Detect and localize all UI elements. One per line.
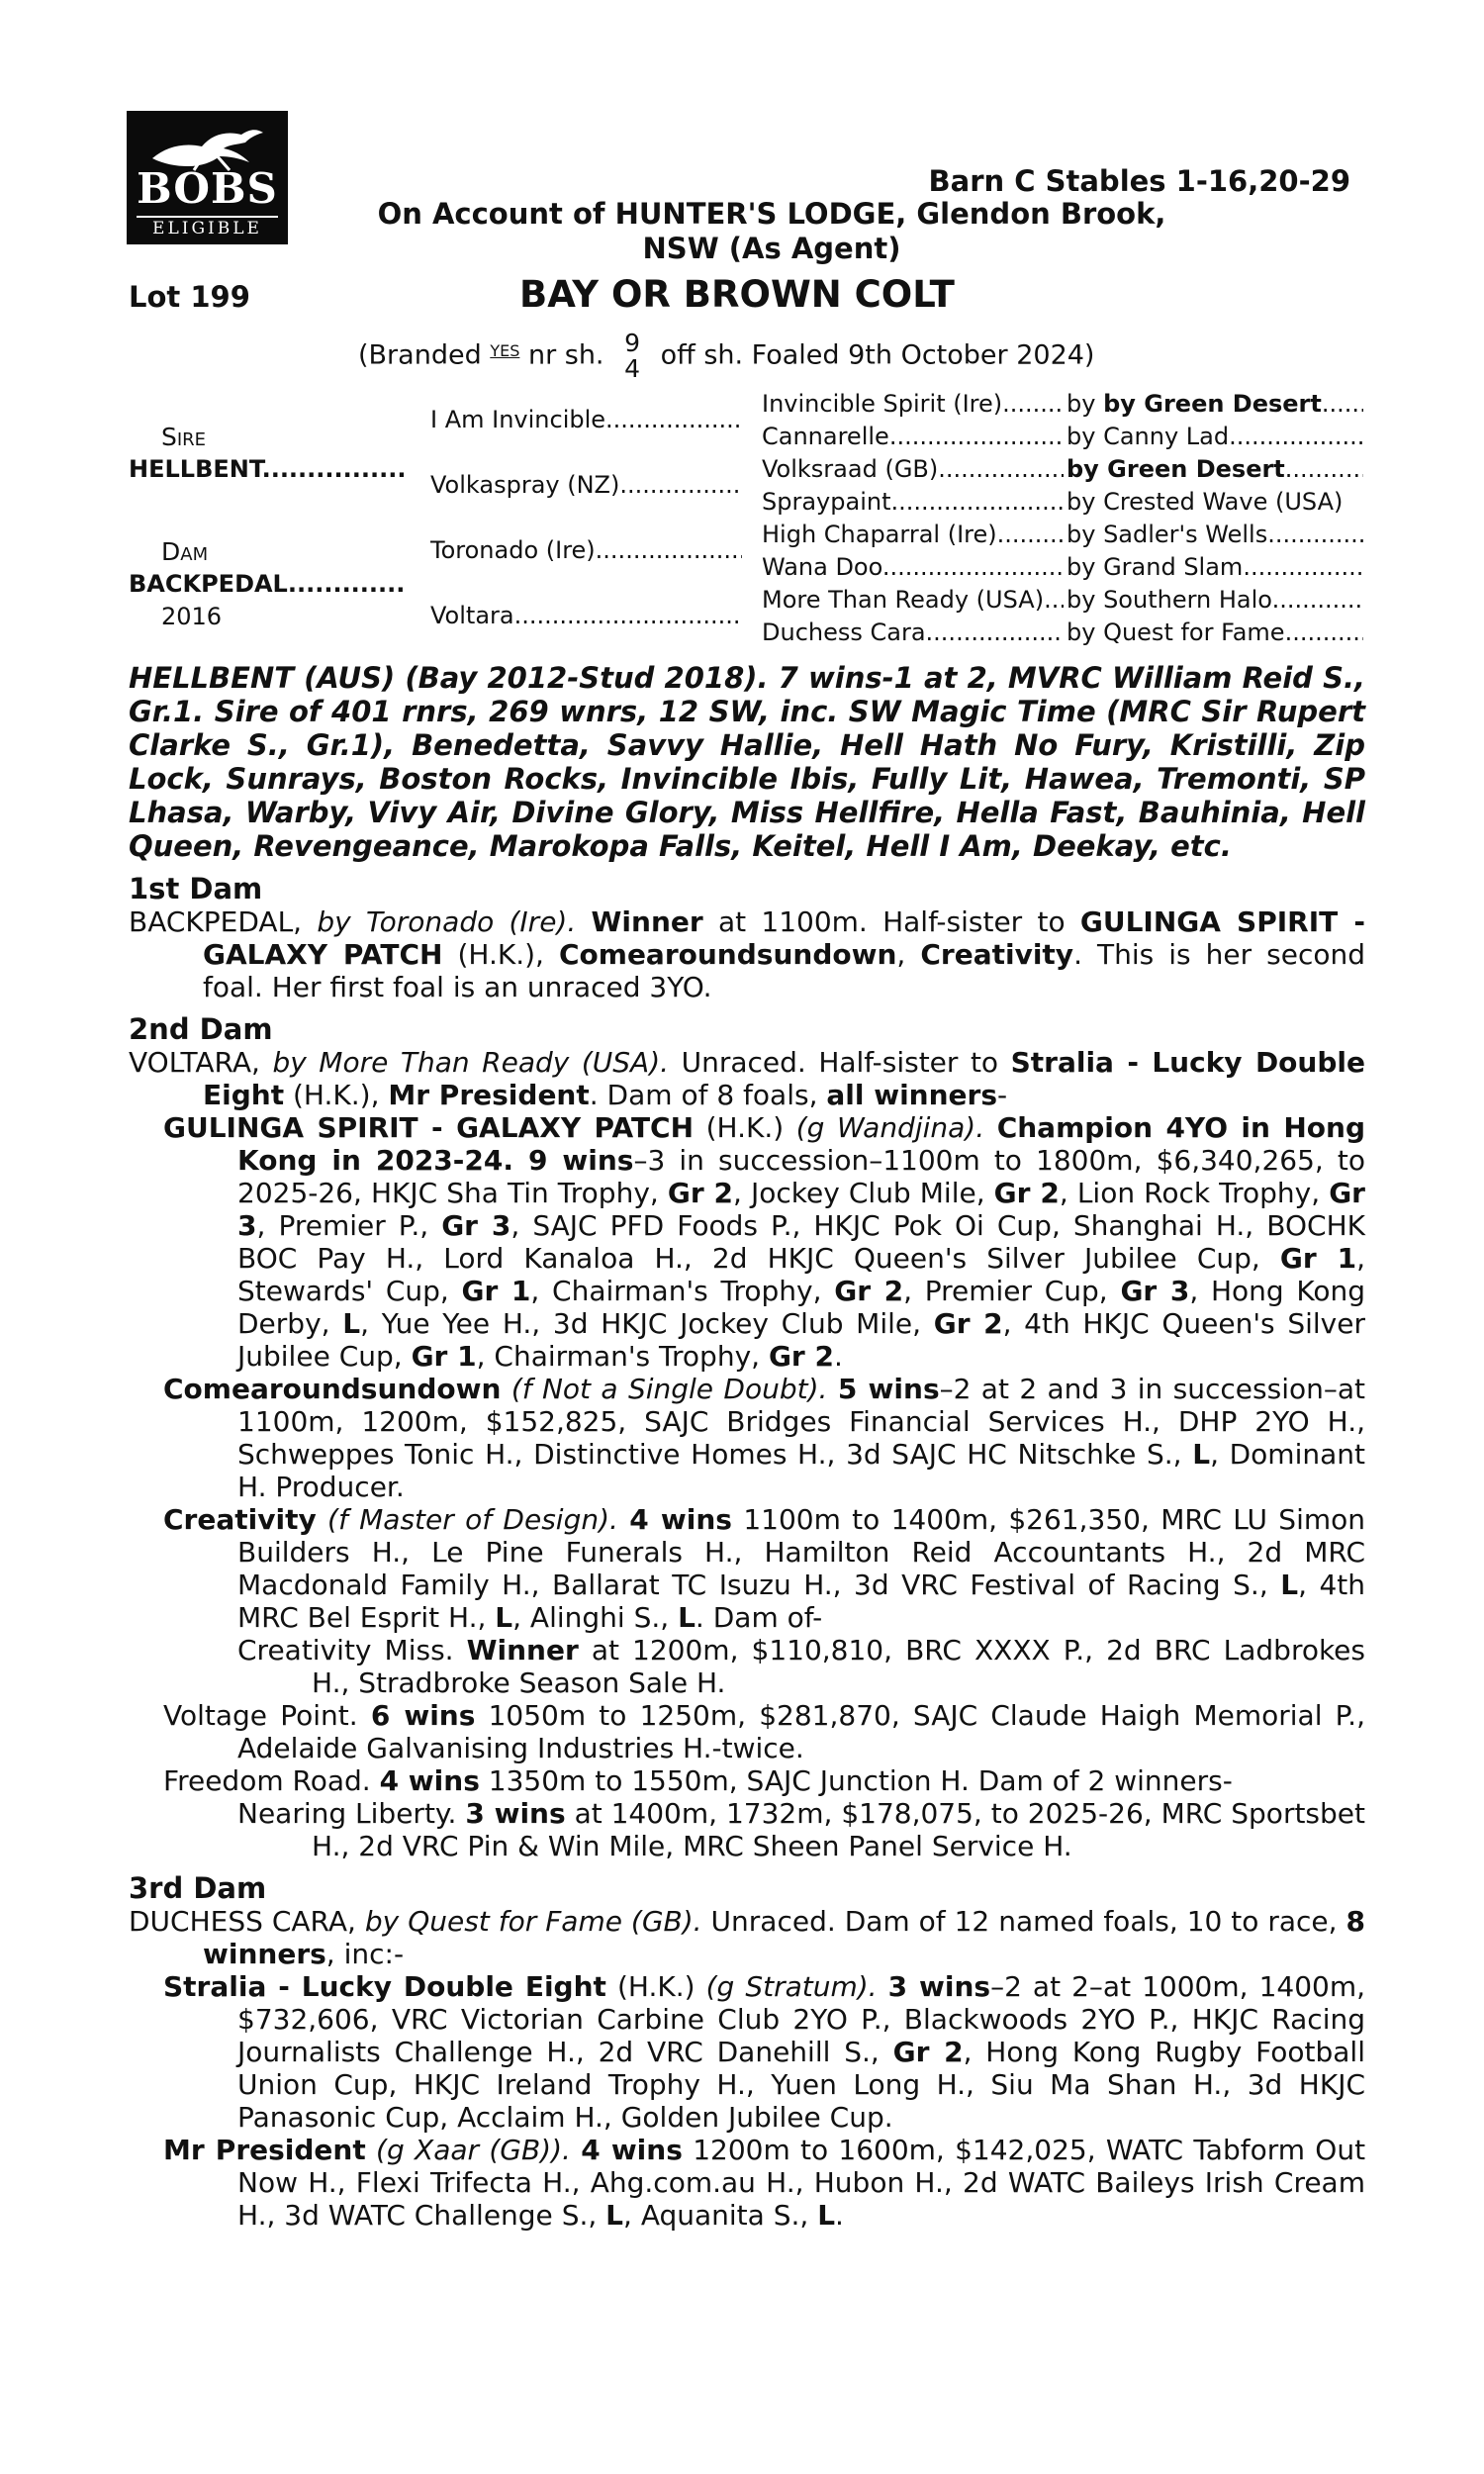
vendor-account <box>336 197 1207 266</box>
ped-g3-3-text: Volksraad (GB) <box>762 455 939 483</box>
progeny-wins: 4 wins <box>581 2134 683 2166</box>
second-dam-all-winners: all winners <box>826 1079 998 1111</box>
race-text: 1100m to 1400m, $261,350, MRC LU Simon Builders H., Le Pine Funerals H., Hamilton Reid Accountants H., 2d MRC Macdonald Family H., Ballarat TC Isuzu H., 3d VRC Festival of Racing S., <box>237 1503 1366 1601</box>
race-text: , Yue Yee H., 3d HKJC Jockey Club Mile, <box>360 1307 922 1340</box>
race-grade: Gr 2 <box>834 1275 904 1307</box>
first-dam-relative-3: Creativity <box>920 938 1074 971</box>
ped-g3-1-text: Invincible Spirit (Ire) <box>762 390 1003 418</box>
ped-g4-8 <box>1067 618 1363 646</box>
race-text: , Lion Rock Trophy, <box>1059 1177 1321 1209</box>
progeny-wins: . 9 wins <box>503 1144 634 1177</box>
progeny-country: (H.K.) <box>705 1111 785 1144</box>
progeny-wins: 6 wins <box>370 1699 476 1732</box>
ped-g4-6 <box>1067 553 1363 581</box>
first-dam-text-4: . This is her second foal. Her first foal is an unraced 3YO. <box>203 938 1365 1003</box>
progeny-creativity-miss <box>129 1634 1365 1699</box>
first-dam-sire: by Toronado (Ire). <box>317 905 577 938</box>
race-text: . Dam of- <box>695 1601 823 1634</box>
account-line-2: NSW (As Agent) <box>642 232 901 265</box>
first-dam-heading: 1st Dam <box>129 872 263 905</box>
brand-details <box>358 331 1094 382</box>
logo-subtitle: ELIGIBLE <box>137 216 278 238</box>
brand-yes: YES <box>490 340 520 360</box>
second-dam-text-4: - <box>997 1079 1008 1111</box>
progeny-name: Freedom Road. <box>163 1764 371 1797</box>
first-dam-name: BACKPEDAL, <box>129 905 303 938</box>
race-grade: Gr 3 <box>1120 1275 1190 1307</box>
third-dam-name: DUCHESS CARA, <box>129 1905 356 1938</box>
second-dam-text-3: . Dam of 8 foals, <box>589 1079 818 1111</box>
progeny-title: Champion 4YO in Hong Kong in 2023-24 <box>237 1111 1365 1177</box>
race-grade: Gr 3 <box>441 1209 511 1242</box>
brand-fraction <box>624 331 640 382</box>
ped-g4-1: by by Green Desert ..... <box>1067 390 1363 418</box>
ped-g2-2 <box>430 471 742 499</box>
ped-g3-4-text: Spraypaint <box>762 488 891 516</box>
progeny-name: Nearing Liberty. <box>237 1797 457 1830</box>
race-text: , SAJC PFD Foods P., HKJC Pok Oi Cup, Shanghai H., BOCHK BOC Pay H., Lord Kanaloa H., 2d HKJC Queen's Silver Jubilee Cup, <box>237 1209 1365 1275</box>
progeny-wins: 4 wins <box>629 1503 732 1536</box>
race-text: 1050m to 1250m, $281,870, SAJC Claude Haigh Memorial P., Adelaide Galvanising Industries H.-twice. <box>237 1699 1365 1764</box>
progeny-creativity <box>129 1503 1365 1634</box>
ped-g2-3-text: Toronado (Ire) <box>430 536 596 564</box>
first-dam-relative-1: GULINGA SPIRIT - GALAXY PATCH <box>203 905 1365 971</box>
second-dam-entry <box>129 1046 1365 1111</box>
branded-prefix: (Branded <box>358 339 482 371</box>
account-line-1: On Account of HUNTER'S LODGE, Glendon Brook, <box>377 197 1166 231</box>
barn-location: Barn C Stables 1-16,20-29 <box>928 164 1350 198</box>
ped-g4-5 <box>1067 521 1363 548</box>
dam-year: 2016 <box>161 603 223 630</box>
ped-g4-8-text: by Quest for Fame <box>1067 618 1285 646</box>
progeny-freedom-road <box>129 1764 1365 1797</box>
race-text: at 1200m, $110,810, BRC XXXX P., 2d BRC Ladbrokes H., Stradbroke Season Sale H. <box>312 1634 1366 1699</box>
brand-fraction-top: 9 <box>624 329 641 357</box>
first-dam-result: Winner <box>591 905 703 938</box>
race-text: at 1400m, 1732m, $178,075, to 2025-26, MRC Sportsbet H., 2d VRC Pin & Win Mile, MRC Sheen Panel Service H. <box>312 1797 1365 1862</box>
lot-number: Lot 199 <box>129 280 250 314</box>
first-dam-text-2: (H.K.), <box>457 938 544 971</box>
third-dam-sire: by Quest for Fame (GB). <box>364 1905 702 1938</box>
ped-g3-8-text: Duchess Cara <box>762 618 926 646</box>
ped-g2-2-text: Volkaspray (NZ) <box>430 471 620 499</box>
ped-g3-5-text: High Chaparral (Ire) <box>762 521 997 548</box>
race-grade: L <box>1192 1438 1211 1471</box>
dam-name-text: BACKPEDAL <box>129 570 288 598</box>
race-grade: Gr 1 <box>411 1340 477 1373</box>
ped-g3-3 <box>762 455 1064 483</box>
ped-g2-4-text: Voltara <box>430 602 514 629</box>
race-grade: L <box>342 1307 361 1340</box>
ped-g3-6-text: Wana Doo <box>762 553 882 581</box>
race-text: 1200m to 1600m, $142,025, WATC Tabform Out Now H., Flexi Trifecta H., Ahg.com.au H., Hubon H., 2d WATC Baileys Irish Cream H., 3d WATC Challenge S., <box>237 2134 1366 2232</box>
brand-near-shoulder: nr sh. <box>527 339 604 371</box>
race-grade: Gr 2 <box>933 1307 1003 1340</box>
race-grade: Gr 2 <box>993 1177 1060 1209</box>
ped-g4-2 <box>1067 423 1363 450</box>
ped-g4-1-text: by Green Desert <box>1103 390 1322 418</box>
ped-g3-8 <box>762 618 1064 646</box>
ped-g4-5-text: by Sadler's Wells <box>1067 521 1268 548</box>
ped-g3-1 <box>762 390 1064 418</box>
third-dam-heading: 3rd Dam <box>129 1871 267 1905</box>
progeny-country: (H.K.) <box>616 1970 696 2003</box>
logo-brand: BOBS <box>137 164 278 213</box>
progeny-wins: 3 wins <box>887 1970 991 2003</box>
race-text: , Premier Cup, <box>903 1275 1108 1307</box>
progeny-name: Comearoundsundown <box>163 1373 502 1405</box>
bobs-eligible-logo <box>127 111 288 244</box>
ped-g4-7-text: by Southern Halo <box>1067 586 1272 614</box>
race-grade: Gr 2 <box>667 1177 734 1209</box>
race-grade: Gr 2 <box>768 1340 834 1373</box>
race-text: , Jockey Club Mile, <box>733 1177 985 1209</box>
progeny-sire: (f Master of Design). <box>327 1503 618 1536</box>
progeny-comearoundsundown <box>129 1373 1365 1503</box>
race-grade: L <box>817 2199 836 2232</box>
ped-g3-4 <box>762 488 1064 516</box>
sire-name-text: HELLBENT <box>129 455 262 483</box>
second-dam-sire: by More Than Ready (USA). <box>272 1046 670 1079</box>
first-dam-entry <box>129 905 1365 1003</box>
race-text: . <box>835 2199 844 2232</box>
progeny-sire: (f Not a Single Doubt). <box>510 1373 828 1405</box>
progeny-stralia <box>129 1970 1365 2134</box>
progeny-sire: (g Xaar (GB)). <box>376 2134 571 2166</box>
progeny-wins: 3 wins <box>465 1797 566 1830</box>
race-text: 1350m to 1550m, SAJC Junction H. Dam of 2 winners- <box>488 1764 1233 1797</box>
catalogue-body <box>129 661 1365 2232</box>
second-dam-heading: 2nd Dam <box>129 1012 273 1046</box>
ped-g2-4 <box>430 602 742 629</box>
dam-label: Dam <box>161 537 209 566</box>
progeny-wins: 5 wins <box>837 1373 940 1405</box>
progeny-name: Stralia - Lucky Double Eight <box>163 1970 606 2003</box>
race-text: –2 at 2 and 3 in succession–at 1100m, 1200m, $152,825, SAJC Bridges Financial Services H., DHP 2YO H., Schweppes Tonic H., Distinctive Homes H., 3d SAJC HC Nitschke S., <box>237 1373 1366 1471</box>
progeny-gulinga-spirit <box>129 1111 1365 1373</box>
ped-g4-3 <box>1067 455 1363 483</box>
race-grade: Gr 3 <box>237 1177 1365 1242</box>
ped-g3-7 <box>762 586 1064 614</box>
sire-summary: HELLBENT (AUS) (Bay 2012-Stud 2018). 7 wins-1 at 2, MVRC William Reid S., Gr.1. Sire of 401 rnrs, 269 wnrs, 12 SW, inc. SW Magic Time (MRC Sir Rupert Clarke S., Gr.1), Benedetta, Savvy Hallie, Hell Hath No Fury, Kristilli, Zip Lock, Sunrays, Boston Rocks, Invincible Ibis, Fully Lit, Hawea, Tremonti, SP Lhasa, Warby, Vivy Air, Divine Glory, Miss Hellfire, Hella Fast, Bauhinia, Hell Queen, Revengeance, Marokopa Falls, Keitel, Hell I Am, Deekay, etc. <box>129 661 1365 863</box>
third-dam-text-1: Unraced. Dam of 12 named foals, 10 to race, <box>710 1905 1338 1938</box>
race-text: , Chairman's Trophy, <box>530 1275 822 1307</box>
ped-g2-1-text: I Am Invincible <box>430 406 606 433</box>
ped-g4-6-text: by Grand Slam <box>1067 553 1244 581</box>
race-text: , Aquanita S., <box>623 2199 809 2232</box>
race-grade: L <box>605 2199 624 2232</box>
ped-g3-7-text: More Than Ready (USA) <box>762 586 1045 614</box>
race-grade: Gr 1 <box>1279 1242 1357 1275</box>
second-dam-relative-2: Mr President <box>388 1079 590 1111</box>
race-text: –2 at 2–at 1000m, 1400m, $732,606, VRC Victorian Carbine Club 2YO P., Blackwoods 2YO P., HKJC Racing Journalists Challenge H., 2d VRC Danehill S., <box>237 1970 1366 2068</box>
progeny-name: Mr President <box>163 2134 366 2166</box>
ped-g4-7 <box>1067 586 1363 614</box>
third-dam-winners: 8 winners <box>203 1905 1365 1970</box>
second-dam-name: VOLTARA, <box>129 1046 260 1079</box>
ped-g3-2 <box>762 423 1064 450</box>
progeny-mr-president <box>129 2134 1365 2232</box>
branded-suffix: off sh. Foaled 9th October 2024) <box>660 339 1095 371</box>
race-text: , Hong Kong Derby, <box>237 1275 1365 1340</box>
race-text: . <box>833 1340 843 1373</box>
race-text: –3 in succession–1100m to 1800m, $6,340,265, to 2025-26, HKJC Sha Tin Trophy, <box>237 1144 1366 1209</box>
sire-label: Sire <box>161 423 207 451</box>
progeny-wins: 4 wins <box>379 1764 480 1797</box>
lot-title: BAY OR BROWN COLT <box>519 273 955 316</box>
third-dam-text-2: , inc:- <box>325 1938 405 1970</box>
ped-g3-6 <box>762 553 1064 581</box>
race-text: , 4th MRC Bel Esprit H., <box>237 1569 1366 1634</box>
progeny-name: Creativity <box>163 1503 317 1536</box>
ped-g4-4 <box>1067 488 1363 516</box>
progeny-name: Voltage Point. <box>163 1699 358 1732</box>
progeny-name: Creativity Miss. <box>237 1634 454 1666</box>
progeny-sire: (g Wandjina). <box>795 1111 985 1144</box>
progeny-nearing-liberty <box>129 1797 1365 1862</box>
race-grade: L <box>1280 1569 1299 1601</box>
third-dam-entry <box>129 1905 1365 1970</box>
progeny-voltage-point <box>129 1699 1365 1764</box>
race-text: , Chairman's Trophy, <box>476 1340 761 1373</box>
second-dam-relative-1: Stralia - Lucky Double Eight <box>203 1046 1365 1111</box>
dam-name <box>129 570 406 598</box>
first-dam-text-3: , <box>896 938 906 971</box>
ped-g2-1 <box>430 406 742 433</box>
progeny-wins: Winner <box>466 1634 579 1666</box>
race-grade: L <box>495 1601 513 1634</box>
race-text: , Hong Kong Rugby Football Union Cup, HKJC Ireland Trophy H., Yuen Long H., Siu Ma Shan H., 3d HKJC Panasonic Cup, Acclaim H., Golden Jubilee Cup. <box>237 2036 1365 2134</box>
race-grade: Gr 1 <box>461 1275 531 1307</box>
second-dam-text-2: (H.K.), <box>293 1079 380 1111</box>
race-text: , Dominant H. Producer. <box>237 1438 1365 1503</box>
second-dam-text-1: Unraced. Half-sister to <box>681 1046 999 1079</box>
progeny-name: GULINGA SPIRIT - GALAXY PATCH <box>163 1111 695 1144</box>
progeny-sire: (g Stratum). <box>705 1970 878 2003</box>
first-dam-text-1: at 1100m. Half-sister to <box>717 905 1066 938</box>
ped-g2-3 <box>430 536 742 564</box>
brand-fraction-bottom: 4 <box>624 354 641 383</box>
first-dam-relative-2: Comearoundsundown <box>558 938 897 971</box>
ped-g4-4-text: by Crested Wave (USA) <box>1067 488 1344 516</box>
race-text: , Stewards' Cup, <box>237 1242 1365 1307</box>
race-text: , Premier P., <box>256 1209 429 1242</box>
sire-name <box>129 455 406 483</box>
ped-g4-3-text: by Green Desert <box>1067 455 1285 483</box>
race-text: , 4th HKJC Queen's Silver Jubilee Cup, <box>237 1307 1365 1373</box>
ped-g4-2-text: by Canny Lad <box>1067 423 1230 450</box>
race-text: , Alinghi S., <box>512 1601 670 1634</box>
ped-g3-2-text: Cannarelle <box>762 423 889 450</box>
race-grade: L <box>678 1601 696 1634</box>
ped-g3-5 <box>762 521 1064 548</box>
race-grade: Gr 2 <box>892 2036 964 2068</box>
